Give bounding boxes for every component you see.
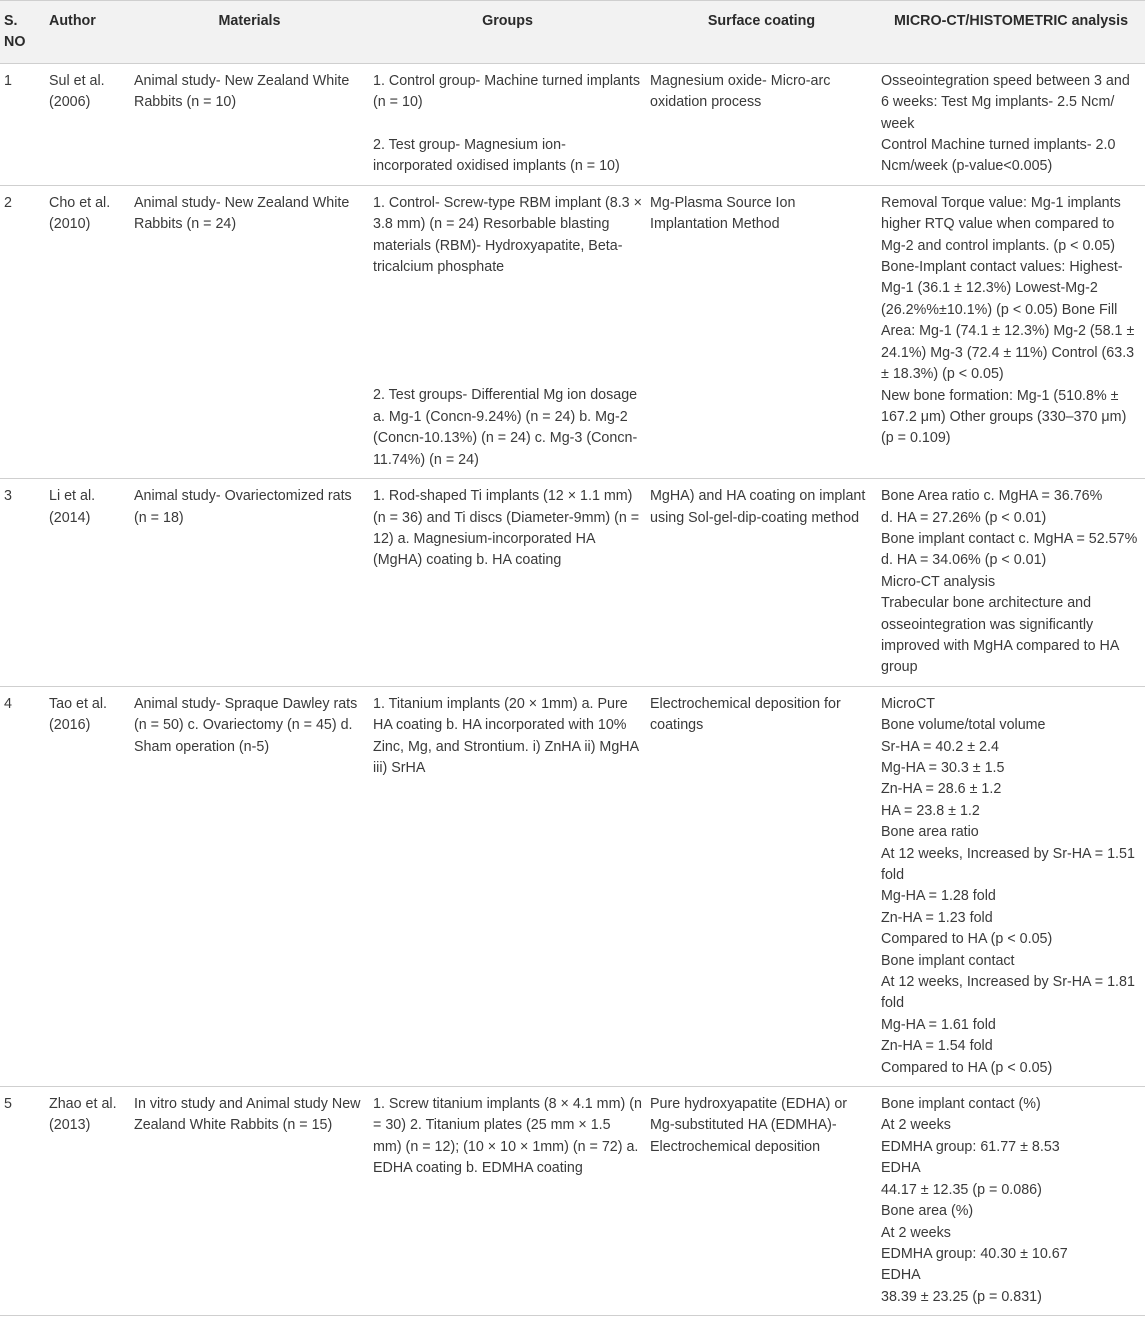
header-analysis: MICRO-CT/HISTOMETRIC analysis — [877, 1, 1145, 64]
cell-sno: 5 — [0, 1087, 45, 1316]
cell-materials: Animal study- Spraque Dawley rats (n = 50) c. Ovariectomy (n = 45) d. Sham operation (n-5) — [130, 686, 369, 1086]
group-line: 1. Rod-shaped Ti implants (12 × 1.1 mm) (n = 36) and Ti discs (Diameter-9mm) (n = 12) a. Magnesium-incorporated HA (MgHA) coating b. HA coating — [373, 488, 640, 569]
cell-surface-coating: Magnesium oxide- Micro-arc oxidation process — [646, 63, 877, 185]
analysis-line: Zn-HA = 1.54 fold — [881, 1038, 993, 1055]
analysis-line: Micro-CT analysis — [881, 573, 996, 590]
analysis-line: MicroCT — [881, 695, 936, 712]
group-line: 1. Titanium implants (20 × 1mm) a. Pure HA coating b. HA incorporated with 10% Zinc, Mg, and Strontium. i) ZnHA ii) MgHA iii) SrHA — [373, 695, 639, 776]
analysis-line: EDMHA group: 40.30 ± 10.67 — [881, 1245, 1068, 1262]
header-materials: Materials — [130, 1, 369, 64]
analysis-line: Mg-HA = 1.61 fold — [881, 1016, 996, 1033]
cell-surface-coating: Electrochemical deposition for coatings — [646, 686, 877, 1086]
group-line: 1. Screw titanium implants (8 × 4.1 mm) (n = 30) 2. Titanium plates (25 mm × 1.5 mm) (n = 12); (10 × 10 × 1mm) (n = 72) a. EDHA coating b. EDMHA coating — [373, 1096, 642, 1177]
cell-groups — [369, 63, 646, 185]
cell-analysis — [877, 185, 1145, 478]
group-line: 2. Test group- Magnesium ion-incorporated oxidised implants (n = 10) — [373, 136, 620, 175]
analysis-line: Osseointegration speed between 3 and 6 weeks: Test Mg implants- 2.5 Ncm/ week — [881, 72, 1130, 132]
header-surface-coating: Surface coating — [646, 1, 877, 64]
group-line: 2. Test groups- Differential Mg ion dosage a. Mg-1 (Concn-9.24%) (n = 24) b. Mg-2 (Concn-10.13%) (n = 24) c. Mg-3 (Concn-11.74%) (n = 24) — [373, 387, 638, 468]
cell-analysis — [877, 479, 1145, 687]
analysis-line: EDHA — [881, 1160, 921, 1177]
analysis-line: At 2 weeks — [881, 1117, 951, 1134]
group-line: 1. Control- Screw-type RBM implant (8.3 × 3.8 mm) (n = 24) Resorbable blasting materials (RBM)- Hydroxyapatite, Beta-tricalcium phosphate — [373, 194, 642, 276]
analysis-line: At 2 weeks — [881, 1224, 951, 1241]
analysis-line: Control Machine turned implants- 2.0 Ncm/week (p-value<0.005) — [881, 137, 1116, 175]
analysis-line: HA = 23.8 ± 1.2 — [881, 802, 980, 819]
analysis-line: Bone area ratio — [881, 824, 979, 841]
cell-author: Sul et al. (2006) — [45, 63, 130, 185]
table-row — [0, 185, 1145, 478]
analysis-line: EDHA — [881, 1267, 921, 1284]
cell-author: Tao et al. (2016) — [45, 686, 130, 1086]
cell-materials: In vitro study and Animal study New Zealand White Rabbits (n = 15) — [130, 1087, 369, 1316]
analysis-line: 38.39 ± 23.25 (p = 0.831) — [881, 1288, 1042, 1305]
analysis-line: Bone volume/total volume — [881, 717, 1046, 734]
cell-materials: Animal study- Ovariectomized rats (n = 18) — [130, 479, 369, 687]
analysis-line: Compared to HA (p < 0.05) — [881, 1059, 1053, 1076]
cell-materials: Animal study- New Zealand White Rabbits (n = 24) — [130, 185, 369, 478]
analysis-line: Trabecular bone architecture and osseointegration was significantly improved with MgHA compared to HA group — [881, 595, 1119, 676]
analysis-line: Compared to HA (p < 0.05) — [881, 931, 1053, 948]
cell-author: Cho et al. (2010) — [45, 185, 130, 478]
analysis-line: Zn-HA = 1.23 fold — [881, 909, 993, 926]
cell-analysis — [877, 686, 1145, 1086]
cell-sno: 3 — [0, 479, 45, 687]
header-sno: S. NO — [0, 1, 45, 64]
analysis-line: Mg-HA = 1.28 fold — [881, 888, 996, 905]
analysis-line: At 12 weeks, Increased by Sr-HA = 1.51 fold — [881, 845, 1135, 883]
table-row — [0, 1087, 1145, 1316]
analysis-line: New bone formation: Mg-1 (510.8% ± 167.2 μm) Other groups (330–370 μm) (p = 0.109) — [881, 387, 1127, 447]
cell-groups — [369, 185, 646, 478]
analysis-line: Bone Area ratio c. MgHA = 36.76% — [881, 488, 1103, 505]
group-line: 1. Control group- Machine turned implants (n = 10) — [373, 72, 641, 111]
analysis-line: 44.17 ± 12.35 (p = 0.086) — [881, 1181, 1042, 1198]
analysis-line: Zn-HA = 28.6 ± 1.2 — [881, 781, 1002, 798]
cell-analysis — [877, 63, 1145, 185]
cell-surface-coating: Pure hydroxyapatite (EDHA) or Mg-substituted HA (EDMHA)- Electrochemical deposition — [646, 1087, 877, 1316]
table-row — [0, 63, 1145, 185]
analysis-line: d. HA = 27.26% (p < 0.01) — [881, 509, 1047, 526]
cell-sno: 1 — [0, 63, 45, 185]
analysis-line: Mg-HA = 30.3 ± 1.5 — [881, 759, 1005, 776]
analysis-line: Bone implant contact c. MgHA = 52.57% — [881, 530, 1138, 547]
analysis-line: Removal Torque value: Mg-1 implants higher RTQ value when compared to Mg-2 and control implants. (p < 0.05) — [881, 194, 1121, 254]
cell-sno: 2 — [0, 185, 45, 478]
analysis-line: Sr-HA = 40.2 ± 2.4 — [881, 738, 999, 755]
cell-author: Zhao et al. (2013) — [45, 1087, 130, 1316]
table-row — [0, 686, 1145, 1086]
analysis-line: Bone implant contact (%) — [881, 1096, 1041, 1113]
cell-author: Li et al. (2014) — [45, 479, 130, 687]
cell-groups — [369, 686, 646, 1086]
analysis-line: At 12 weeks, Increased by Sr-HA = 1.81 fold — [881, 974, 1135, 1012]
cell-sno: 4 — [0, 686, 45, 1086]
analysis-line: d. HA = 34.06% (p < 0.01) — [881, 552, 1047, 569]
table-row — [0, 479, 1145, 687]
cell-surface-coating: MgHA) and HA coating on implant using Sol-gel-dip-coating method — [646, 479, 877, 687]
cell-surface-coating: Mg-Plasma Source Ion Implantation Method — [646, 185, 877, 478]
analysis-line: Bone implant contact — [881, 952, 1015, 969]
cell-groups — [369, 1087, 646, 1316]
analysis-line: Bone area (%) — [881, 1203, 974, 1220]
table-header-row — [0, 1, 1145, 64]
analysis-line: Bone-Implant contact values: Highest-Mg-1 (36.1 ± 12.3%) Lowest-Mg-2 (26.2%%±10.1%) (p < 0.05) Bone Fill Area: Mg-1 (74.1 ± 12.3%) Mg-2 (58.1 ± 24.1%) Mg-3 (72.4 ± 11%) Control (63.3 ± 18.3%) (p < 0.05) — [881, 259, 1135, 383]
analysis-line: EDMHA group: 61.77 ± 8.53 — [881, 1138, 1060, 1155]
header-author: Author — [45, 1, 130, 64]
cell-analysis — [877, 1087, 1145, 1316]
header-groups: Groups — [369, 1, 646, 64]
cell-groups — [369, 479, 646, 687]
cell-materials: Animal study- New Zealand White Rabbits (n = 10) — [130, 63, 369, 185]
